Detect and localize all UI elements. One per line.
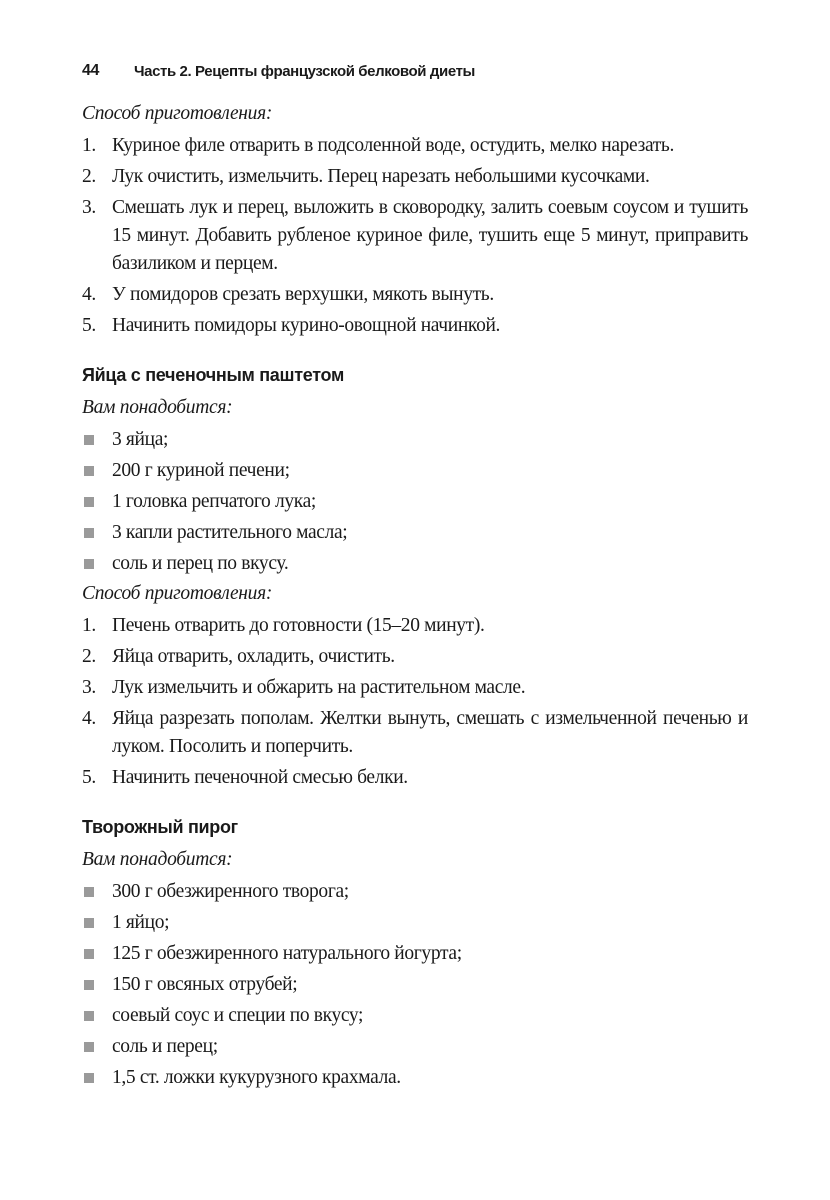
- ingredient-item: [82, 1002, 748, 1030]
- square-bullet-icon: [84, 980, 94, 990]
- step-item: [82, 163, 748, 191]
- square-bullet-icon: [84, 497, 94, 507]
- step-text: У помидоров срезать верхушки, мякоть вынуть.: [112, 284, 494, 305]
- ingredient-text: 3 яйца;: [112, 429, 169, 450]
- ingredient-item: [82, 457, 748, 485]
- step-number: 5.: [82, 767, 96, 788]
- running-title: Часть 2. Рецепты французской белковой диеты: [134, 62, 475, 80]
- ingredient-item: [82, 1064, 748, 1092]
- steps-list: [82, 132, 748, 340]
- step-item: [82, 643, 748, 671]
- ingredients-label: Вам понадобится:: [82, 849, 233, 870]
- recipe-title: Творожный пирог: [82, 817, 238, 837]
- square-bullet-icon: [84, 1011, 94, 1021]
- square-bullet-icon: [84, 466, 94, 476]
- ingredient-item: [82, 940, 748, 968]
- square-bullet-icon: [84, 918, 94, 928]
- ingredient-text: соевый соус и специи по вкусу;: [112, 1005, 364, 1026]
- book-page: [82, 58, 748, 1092]
- ingredient-item: [82, 426, 748, 454]
- ingredient-text: 1 яйцо;: [112, 912, 170, 933]
- recipe-title: Яйца с печеночным паштетом: [82, 365, 344, 385]
- ingredient-text: 1,5 ст. ложки кукурузного крахмала.: [112, 1067, 401, 1088]
- square-bullet-icon: [84, 949, 94, 959]
- step-number: 5.: [82, 315, 96, 336]
- step-number: 1.: [82, 135, 96, 156]
- running-header: [82, 58, 748, 84]
- step-text: Начинить печеночной смесью белки.: [112, 767, 408, 788]
- square-bullet-icon: [84, 1042, 94, 1052]
- ingredient-item: [82, 909, 748, 937]
- step-number: 2.: [82, 166, 96, 187]
- step-item: [82, 612, 748, 640]
- ingredient-text: соль и перец по вкусу.: [112, 553, 289, 574]
- square-bullet-icon: [84, 559, 94, 569]
- method-label: Способ приготовления:: [82, 103, 273, 124]
- step-text: Смешать лук и перец, выложить в сковородку, залить соевым соусом и тушить 15 минут. Добавить рубленое куриное филе, тушить еще 5 минут, приправить базиликом и перцем.: [112, 197, 748, 274]
- ingredients-list: [82, 878, 748, 1092]
- ingredient-text: 300 г обезжиренного творога;: [112, 881, 349, 902]
- ingredient-text: 200 г куриной печени;: [112, 460, 290, 481]
- step-text: Начинить помидоры курино-овощной начинкой.: [112, 315, 501, 336]
- ingredients-label: Вам понадобится:: [82, 397, 233, 418]
- step-item: [82, 674, 748, 702]
- ingredient-item: [82, 550, 748, 578]
- square-bullet-icon: [84, 528, 94, 538]
- step-number: 2.: [82, 646, 96, 667]
- steps-list: [82, 612, 748, 792]
- step-item: [82, 705, 748, 761]
- ingredient-item: [82, 878, 748, 906]
- step-number: 1.: [82, 615, 96, 636]
- ingredient-item: [82, 488, 748, 516]
- ingredient-text: 1 головка репчатого лука;: [112, 491, 316, 512]
- square-bullet-icon: [84, 1073, 94, 1083]
- step-item: [82, 312, 748, 340]
- ingredient-text: 3 капли растительного масла;: [112, 522, 348, 543]
- step-item: [82, 281, 748, 309]
- page-number: 44: [82, 62, 99, 79]
- step-text: Яйца разрезать пополам. Желтки вынуть, смешать с измельченной печенью и луком. Посолить и поперчить.: [112, 708, 748, 757]
- step-item: [82, 132, 748, 160]
- step-text: Лук очистить, измельчить. Перец нарезать небольшими кусочками.: [112, 166, 650, 187]
- step-number: 3.: [82, 197, 96, 218]
- step-number: 4.: [82, 708, 96, 729]
- step-text: Печень отварить до готовности (15–20 минут).: [112, 615, 485, 636]
- ingredient-text: 150 г овсяных отрубей;: [112, 974, 298, 995]
- ingredients-list: [82, 426, 748, 578]
- step-number: 3.: [82, 677, 96, 698]
- method-label: Способ приготовления:: [82, 583, 273, 604]
- step-item: [82, 764, 748, 792]
- ingredient-item: [82, 519, 748, 547]
- ingredient-text: соль и перец;: [112, 1036, 218, 1057]
- step-text: Яйца отварить, охладить, очистить.: [112, 646, 395, 667]
- ingredient-text: 125 г обезжиренного натурального йогурта;: [112, 943, 462, 964]
- step-item: [82, 194, 748, 278]
- step-text: Лук измельчить и обжарить на растительном масле.: [112, 677, 526, 698]
- square-bullet-icon: [84, 887, 94, 897]
- ingredient-item: [82, 971, 748, 999]
- step-number: 4.: [82, 284, 96, 305]
- ingredient-item: [82, 1033, 748, 1061]
- step-text: Куриное филе отварить в подсоленной воде, остудить, мелко нарезать.: [112, 135, 674, 156]
- square-bullet-icon: [84, 435, 94, 445]
